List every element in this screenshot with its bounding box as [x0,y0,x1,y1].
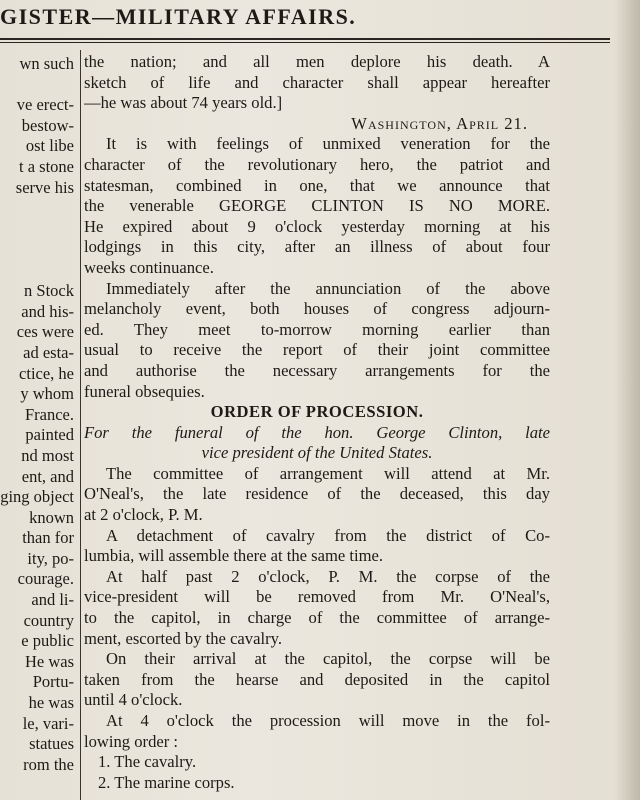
left-column-line: wn such [19,54,74,73]
left-column-line: y whom [20,384,74,404]
article-line: It is with feelings of unmixed veneration for the [106,134,550,154]
article-line: The committee of arrangement will attend at Mr. [106,463,550,483]
article-line: to the capitol, in charge of the committee of arrange- [84,608,550,628]
article-line: Immediately after the annunciation of the above [106,278,550,298]
left-column-line: e public [21,631,74,651]
article-line: statesman, combined in one, that we announce that [84,175,550,195]
list-item: 2. The marine corps. [98,772,235,792]
article-line: at 2 o'clock, P. M. [84,505,203,525]
page-header: GISTER—MILITARY AFFAIRS. [0,4,357,29]
left-column-line: ent, and [21,466,74,486]
article-line: vice-president will be removed from Mr. O'Neal's, [84,587,550,607]
left-column-line: nd most [21,445,74,465]
article-line: On their arrival at the capitol, the corpse will be [106,649,550,669]
list-item: 1. The cavalry. [98,752,197,772]
left-column-line [0,75,74,96]
page-edge-shadow [614,0,640,800]
left-column-line: than for [22,528,74,548]
left-column-line: known [29,507,74,527]
article-line: lumbia, will assemble there at the same time. [84,546,384,566]
article-line: At 4 o'clock the procession will move in the fol- [106,711,550,730]
left-column-line: painted [25,425,74,445]
dateline: Washington, April 21. [351,113,528,133]
article-line: He expired about 9 o'clock yesterday morning at his [84,216,550,236]
article-line: sketch of life and character shall appear hereafter [84,72,550,92]
left-column-line: serve his [15,177,74,197]
left-column-line: He was [24,651,74,671]
article-line: lowing order : [84,731,179,751]
article-line: usual to receive the report of their joint committee [84,340,550,360]
left-column-line: ad esta- [23,342,74,362]
left-column-line: France. [24,404,74,424]
article-line: the nation; and all men deplore his death. A [84,52,550,71]
subheading-line: For the funeral of the hon. George Clinton, late [84,422,550,442]
left-column-line: le, vari- [22,713,74,733]
article-line: melancholy event, both houses of congress adjourn- [84,299,550,319]
header-rule-thin [0,42,610,43]
article-line: until 4 o'clock. [84,690,183,710]
left-column-line: ging object [0,487,74,507]
left-column-line: bestow- [21,115,74,135]
left-column-fragment [0,54,74,800]
article-line: ment, escorted by the cavalry. [84,628,282,648]
header-rule [0,38,610,40]
left-column-line: rom the [23,754,74,774]
article-column [84,52,550,800]
left-column-line: and his- [21,301,74,321]
article-line: funeral obsequies. [84,381,205,401]
left-column-line: ces were [16,322,74,342]
left-column-line: ctice, he [19,363,74,383]
left-column-line: he was [28,693,74,713]
article-line: taken from the hearse and deposited in the capitol [84,669,550,689]
left-column-gap [0,198,74,281]
article-line: —he was about 74 years old.] [84,93,283,113]
left-column-line: statues [29,734,74,754]
left-column-line: country [23,610,74,630]
article-line: weeks continuance. [84,257,214,277]
left-column-line: Portu- [32,672,74,692]
left-column-line: courage. [17,569,74,589]
left-column-line: t a stone [19,156,74,176]
article-line: and authorise the necessary arrangements for the [84,360,550,380]
article-line: lodgings in this city, after an illness of about four [84,237,550,257]
left-column-line: and li- [31,590,74,610]
article-line: the venerable GEORGE CLINTON IS NO MORE. [84,196,550,216]
article-line: character of the revolutionary hero, the patriot and [84,154,550,174]
subheading-line: vice president of the United States. [201,443,433,463]
article-line: ed. They meet to-morrow morning earlier than [84,319,550,339]
article-line: O'Neal's, the late residence of the deceased, this day [84,484,550,504]
left-column-line: ve erect- [16,95,74,115]
section-heading: ORDER OF PROCESSION. [210,402,424,422]
column-rule [80,50,81,800]
left-column-line: n Stock [24,281,74,301]
left-column-line: ity, po- [27,548,74,568]
left-column-line: ost libe [25,136,74,156]
article-line: At half past 2 o'clock, P. M. the corpse of the [106,566,550,586]
article-line: A detachment of cavalry from the district of Co- [106,525,550,545]
